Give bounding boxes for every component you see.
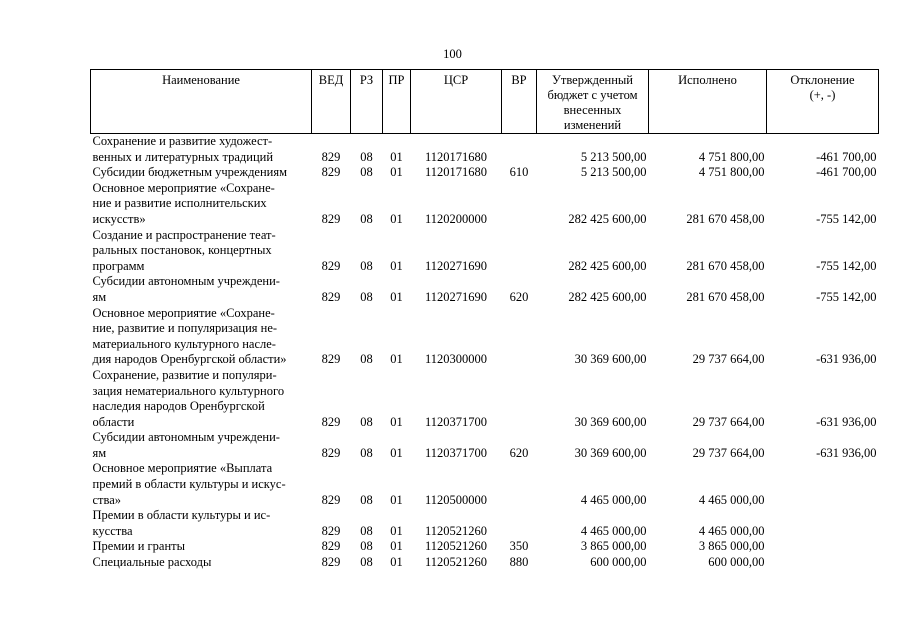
cell-name-line: программ bbox=[92, 258, 145, 273]
cell-vr: 620 bbox=[509, 289, 529, 304]
cell-pr: 01 bbox=[390, 414, 403, 429]
cell-executed: 29 737 664,00 bbox=[692, 445, 765, 460]
cell-pr: 01 bbox=[390, 211, 403, 226]
cell-csr: 1120371700 bbox=[424, 414, 488, 429]
header-vr: ВР bbox=[502, 70, 537, 134]
cell-vr bbox=[502, 134, 537, 166]
cell-name-line: Премии в области культуры и ис- bbox=[92, 508, 271, 523]
cell-name-line: ние, развитие и популяризация не- bbox=[92, 321, 278, 336]
cell-pr: 01 bbox=[390, 352, 403, 367]
table-row bbox=[91, 368, 879, 430]
table-row bbox=[91, 306, 879, 368]
cell-executed: 4 465 000,00 bbox=[698, 492, 765, 507]
cell-ved: 829 bbox=[321, 352, 341, 367]
header-deviation bbox=[767, 70, 879, 134]
cell-name bbox=[91, 368, 312, 430]
cell-name-line: ям bbox=[92, 289, 107, 304]
cell-name-line: кусства bbox=[92, 523, 133, 538]
cell-ved: 829 bbox=[321, 492, 341, 507]
cell-pr: 01 bbox=[390, 555, 403, 570]
cell-name-line: Основное мероприятие «Выплата bbox=[92, 461, 273, 476]
cell-csr: 1120500000 bbox=[424, 492, 488, 507]
cell-name bbox=[91, 228, 312, 275]
cell-approved: 4 465 000,00 bbox=[580, 523, 647, 538]
cell-executed: 600 000,00 bbox=[708, 555, 765, 570]
cell-name-line: венных и литературных традиций bbox=[92, 149, 274, 164]
cell-rz: 08 bbox=[360, 352, 373, 367]
cell-pr: 01 bbox=[390, 258, 403, 273]
cell-vr: 620 bbox=[509, 445, 529, 460]
cell-name bbox=[91, 508, 312, 539]
cell-executed: 4 751 800,00 bbox=[698, 149, 765, 164]
table-row bbox=[91, 134, 879, 166]
cell-rz: 08 bbox=[360, 289, 373, 304]
cell-name-line: Основное мероприятие «Сохране- bbox=[92, 305, 275, 320]
header-deviation-line: Отклонение bbox=[790, 73, 855, 87]
cell-csr: 1120271690 bbox=[424, 289, 488, 304]
table-row bbox=[91, 274, 879, 305]
cell-ved: 829 bbox=[321, 414, 341, 429]
table-row bbox=[91, 165, 879, 181]
header-executed: Исполнено bbox=[649, 70, 767, 134]
header-ved: ВЕД bbox=[312, 70, 351, 134]
cell-ved: 829 bbox=[321, 523, 341, 538]
cell-name bbox=[91, 461, 312, 508]
header-approved-line: изменений bbox=[563, 118, 622, 132]
cell-deviation bbox=[767, 555, 879, 571]
cell-approved: 282 425 600,00 bbox=[568, 258, 647, 273]
cell-name-line: Субсидии автономным учреждени- bbox=[92, 274, 280, 289]
cell-rz: 08 bbox=[360, 165, 373, 180]
cell-deviation: -461 700,00 bbox=[816, 165, 877, 180]
cell-ved: 829 bbox=[321, 539, 341, 554]
cell-approved: 4 465 000,00 bbox=[580, 492, 647, 507]
table-header-row bbox=[91, 70, 879, 134]
cell-vr bbox=[502, 228, 537, 275]
cell-csr: 1120300000 bbox=[424, 352, 488, 367]
cell-name-line: ральных постановок, концертных bbox=[92, 243, 272, 258]
cell-executed: 29 737 664,00 bbox=[692, 352, 765, 367]
cell-pr: 01 bbox=[390, 289, 403, 304]
cell-vr bbox=[502, 181, 537, 228]
cell-ved: 829 bbox=[321, 165, 341, 180]
cell-executed: 29 737 664,00 bbox=[692, 414, 765, 429]
cell-name bbox=[91, 274, 312, 305]
cell-csr: 1120521260 bbox=[424, 555, 488, 570]
cell-rz: 08 bbox=[360, 149, 373, 164]
cell-vr bbox=[502, 368, 537, 430]
cell-name-line: Премии и гранты bbox=[92, 539, 186, 554]
cell-ved: 829 bbox=[321, 149, 341, 164]
cell-rz: 08 bbox=[360, 445, 373, 460]
table-body bbox=[91, 134, 879, 571]
cell-name-line: области bbox=[92, 414, 135, 429]
cell-deviation bbox=[767, 539, 879, 555]
cell-vr: 880 bbox=[509, 555, 529, 570]
table-row bbox=[91, 539, 879, 555]
cell-approved: 282 425 600,00 bbox=[568, 211, 647, 226]
cell-name-line: ям bbox=[92, 445, 107, 460]
cell-csr: 1120271690 bbox=[424, 258, 488, 273]
header-approved-line: бюджет с учетом bbox=[547, 88, 638, 102]
cell-ved: 829 bbox=[321, 289, 341, 304]
cell-name-line: материального культурного насле- bbox=[92, 336, 276, 351]
cell-executed: 4 465 000,00 bbox=[698, 523, 765, 538]
table-row bbox=[91, 430, 879, 461]
cell-name-line: Основное мероприятие «Сохране- bbox=[92, 180, 275, 195]
cell-ved: 829 bbox=[321, 258, 341, 273]
cell-vr bbox=[502, 306, 537, 368]
cell-deviation: -461 700,00 bbox=[816, 149, 877, 164]
header-approved bbox=[537, 70, 649, 134]
cell-pr: 01 bbox=[390, 149, 403, 164]
page-number: 100 bbox=[443, 47, 462, 61]
cell-name bbox=[91, 181, 312, 228]
cell-name-line: Сохранение, развитие и популяри- bbox=[92, 367, 277, 382]
cell-approved: 5 213 500,00 bbox=[580, 165, 647, 180]
cell-approved: 30 369 600,00 bbox=[574, 352, 647, 367]
cell-rz: 08 bbox=[360, 258, 373, 273]
cell-name bbox=[91, 134, 312, 166]
table-row bbox=[91, 228, 879, 275]
cell-name-line: наследия народов Оренбургской bbox=[92, 399, 265, 414]
cell-csr: 1120521260 bbox=[424, 539, 488, 554]
cell-name-line: ства» bbox=[92, 492, 122, 507]
cell-approved: 282 425 600,00 bbox=[568, 289, 647, 304]
cell-executed: 281 670 458,00 bbox=[686, 211, 765, 226]
cell-approved: 30 369 600,00 bbox=[574, 414, 647, 429]
cell-name-line: ние и развитие исполнительских bbox=[92, 196, 267, 211]
budget-table bbox=[90, 69, 879, 571]
cell-deviation: -631 936,00 bbox=[816, 352, 877, 367]
cell-executed: 3 865 000,00 bbox=[698, 539, 765, 554]
header-deviation-line: (+, -) bbox=[809, 88, 836, 102]
table-row bbox=[91, 181, 879, 228]
header-approved-line: внесенных bbox=[563, 103, 622, 117]
cell-name bbox=[91, 165, 312, 181]
cell-executed: 4 751 800,00 bbox=[698, 165, 765, 180]
cell-csr: 1120521260 bbox=[424, 523, 488, 538]
cell-name-line: Специальные расходы bbox=[92, 555, 212, 570]
table-row bbox=[91, 461, 879, 508]
cell-rz: 08 bbox=[360, 523, 373, 538]
cell-name-line: зация нематериального культурного bbox=[92, 383, 285, 398]
cell-deviation bbox=[767, 508, 879, 539]
cell-pr: 01 bbox=[390, 492, 403, 507]
cell-rz: 08 bbox=[360, 211, 373, 226]
header-csr: ЦСР bbox=[411, 70, 502, 134]
cell-vr: 350 bbox=[509, 539, 529, 554]
cell-deviation: -755 142,00 bbox=[816, 211, 877, 226]
cell-vr bbox=[502, 461, 537, 508]
cell-pr: 01 bbox=[390, 539, 403, 554]
cell-rz: 08 bbox=[360, 492, 373, 507]
cell-name bbox=[91, 555, 312, 571]
cell-approved: 3 865 000,00 bbox=[580, 539, 647, 554]
cell-csr: 1120171680 bbox=[424, 149, 488, 164]
cell-executed: 281 670 458,00 bbox=[686, 289, 765, 304]
cell-name-line: дия народов Оренбургской области» bbox=[92, 352, 287, 367]
cell-deviation: -631 936,00 bbox=[816, 445, 877, 460]
table-row bbox=[91, 555, 879, 571]
cell-name-line: Сохранение и развитие художест- bbox=[92, 134, 273, 148]
cell-deviation: -755 142,00 bbox=[816, 258, 877, 273]
cell-pr: 01 bbox=[390, 523, 403, 538]
cell-deviation: -631 936,00 bbox=[816, 414, 877, 429]
cell-deviation bbox=[767, 461, 879, 508]
cell-name-line: Субсидии бюджетным учреждениям bbox=[92, 165, 288, 180]
cell-approved: 30 369 600,00 bbox=[574, 445, 647, 460]
cell-name bbox=[91, 430, 312, 461]
cell-approved: 600 000,00 bbox=[590, 555, 647, 570]
header-name: Наименование bbox=[91, 70, 312, 134]
cell-ved: 829 bbox=[321, 211, 341, 226]
header-pr: ПР bbox=[383, 70, 411, 134]
cell-pr: 01 bbox=[390, 445, 403, 460]
cell-ved: 829 bbox=[321, 445, 341, 460]
cell-ved: 829 bbox=[321, 555, 341, 570]
cell-csr: 1120171680 bbox=[424, 165, 488, 180]
cell-name-line: искусств» bbox=[92, 211, 146, 226]
cell-rz: 08 bbox=[360, 555, 373, 570]
cell-pr: 01 bbox=[390, 165, 403, 180]
cell-csr: 1120200000 bbox=[424, 211, 488, 226]
header-rz: РЗ bbox=[351, 70, 383, 134]
cell-name-line: Создание и распространение теат- bbox=[92, 227, 276, 242]
cell-vr bbox=[502, 508, 537, 539]
cell-name bbox=[91, 306, 312, 368]
cell-rz: 08 bbox=[360, 539, 373, 554]
cell-approved: 5 213 500,00 bbox=[580, 149, 647, 164]
header-approved-line: Утвержденный bbox=[552, 73, 633, 87]
cell-vr: 610 bbox=[509, 165, 529, 180]
cell-rz: 08 bbox=[360, 414, 373, 429]
cell-csr: 1120371700 bbox=[424, 445, 488, 460]
cell-executed: 281 670 458,00 bbox=[686, 258, 765, 273]
cell-name-line: Субсидии автономным учреждени- bbox=[92, 430, 280, 445]
cell-name bbox=[91, 539, 312, 555]
table-row bbox=[91, 508, 879, 539]
cell-deviation: -755 142,00 bbox=[816, 289, 877, 304]
cell-name-line: премий в области культуры и искус- bbox=[92, 477, 286, 492]
